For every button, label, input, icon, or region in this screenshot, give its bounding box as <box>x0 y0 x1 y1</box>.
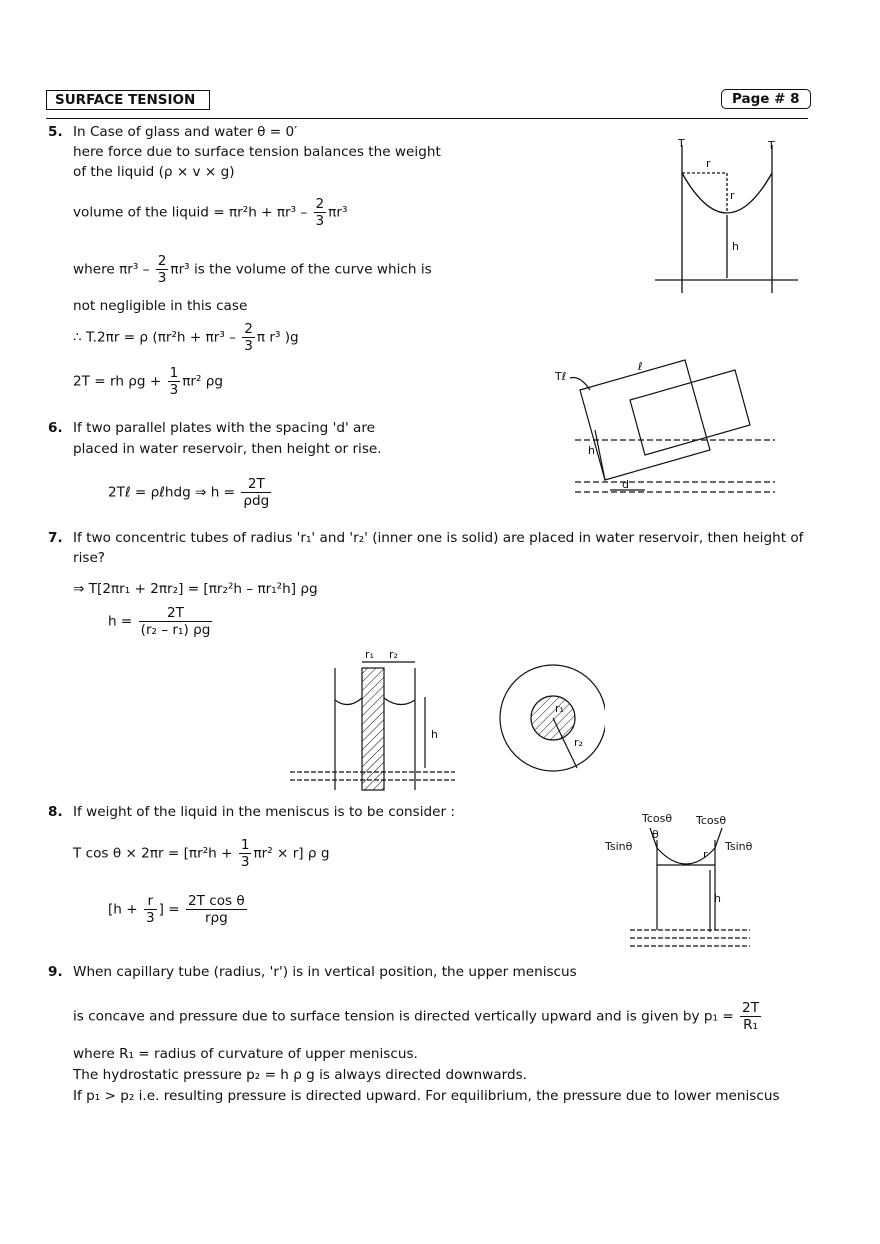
radius-label: r <box>706 157 711 170</box>
height-label: h <box>588 444 595 457</box>
r1-label: r₁ <box>365 648 374 661</box>
q5-line: of the liquid (ρ × v × g) <box>73 164 235 180</box>
q5-where: where πr³ – $\frac{2}{3}$ πr³ is the volume of the curve which is <box>73 253 432 286</box>
tension-label: T <box>678 137 685 150</box>
section-title: SURFACE TENSION <box>46 90 210 110</box>
q5-force-eq: ∴ T.2πr = ρ (πr²h + πr³ – $\frac{2}{3}$ π r³ )g <box>73 321 299 354</box>
q5-line: In Case of glass and water θ = 0′ <box>73 124 298 140</box>
q5-volume-eq: volume of the liquid = πr²h + πr³ – $\frac{2}{3}$ πr³ <box>73 196 348 229</box>
q8-eq1: T cos θ × 2πr = [πr²h + $\frac{1}{3}$ πr² × r] ρ g <box>73 837 330 870</box>
capillary-meniscus-figure <box>650 135 805 300</box>
height-label: h <box>431 728 438 741</box>
tcos-label: Tcosθ <box>642 812 673 825</box>
r1-label: r₁ <box>555 702 564 715</box>
page-number: Page # 8 <box>721 89 811 109</box>
q7-line: rise? <box>73 550 106 566</box>
q5-number: 5. <box>48 124 63 140</box>
q9-line: where R₁ = radius of curvature of upper meniscus. <box>73 1046 418 1062</box>
q6-line: If two parallel plates with the spacing 'd' are <box>73 420 375 436</box>
q7-eq1: ⇒ T[2πr₁ + 2πr₂] = [πr₂²h – πr₁²h] ρg <box>73 581 318 597</box>
q5-line: not negligible in this case <box>73 298 248 314</box>
q8-number: 8. <box>48 804 63 820</box>
tcos-label: Tcosθ <box>696 814 727 827</box>
q9-line: If p₁ > p₂ i.e. resulting pressure is directed upward. For equilibrium, the pressure due to lower meniscus <box>73 1088 780 1104</box>
length-label: ℓ <box>638 360 643 373</box>
q8-line: If weight of the liquid in the meniscus is to be consider : <box>73 804 455 820</box>
q9-line: is concave and pressure due to surface tension is directed vertically upward and is given by p₁ = $\frac{2T}{\text{R₁}}$ <box>73 1000 759 1033</box>
tsin-label: Tsinθ <box>725 840 753 853</box>
q9-number: 9. <box>48 964 63 980</box>
q8-eq2: [h + $\frac{r}{3}$ ] = 2T cos θ rρg <box>108 893 245 926</box>
meniscus-weight-figure <box>600 810 760 955</box>
q9-line: The hydrostatic pressure p₂ = h ρ g is always directed downwards. <box>73 1067 527 1083</box>
concentric-tubes-figure <box>285 640 605 800</box>
q7-eq2: h = $\frac{2T}{\text{(r₂ – r₁) ρg}}$ <box>108 605 211 638</box>
q6-number: 6. <box>48 420 63 436</box>
height-label: h <box>732 240 739 253</box>
tsin-label: Tsinθ <box>605 840 633 853</box>
r2-label: r₂ <box>574 736 583 749</box>
q5-result-eq: 2T = rh ρg + $\frac{1}{3}$ πr² ρg <box>73 365 224 398</box>
tension-label: T <box>768 139 775 152</box>
radius-label: r <box>703 848 708 861</box>
q6-eq: 2Tℓ = ρℓhdg ⇒ h = 2T ρdg <box>108 476 270 509</box>
header-rule <box>46 118 808 119</box>
parallel-plates-figure <box>550 350 780 515</box>
spacing-label: d <box>622 478 629 491</box>
q9-line: When capillary tube (radius, 'r') is in vertical position, the upper meniscus <box>73 964 577 980</box>
r2-label: r₂ <box>389 648 398 661</box>
q7-number: 7. <box>48 530 63 546</box>
q6-line: placed in water reservoir, then height or rise. <box>73 441 382 457</box>
height-label: h <box>714 892 721 905</box>
radius-label: r <box>730 189 735 202</box>
q7-line: If two concentric tubes of radius 'r₁' and 'r₂' (inner one is solid) are placed in water reservoir, then height of <box>73 530 804 546</box>
theta-label: θ <box>652 828 659 841</box>
q5-line: here force due to surface tension balances the weight <box>73 144 441 160</box>
tension-length-label: Tℓ <box>555 370 567 383</box>
